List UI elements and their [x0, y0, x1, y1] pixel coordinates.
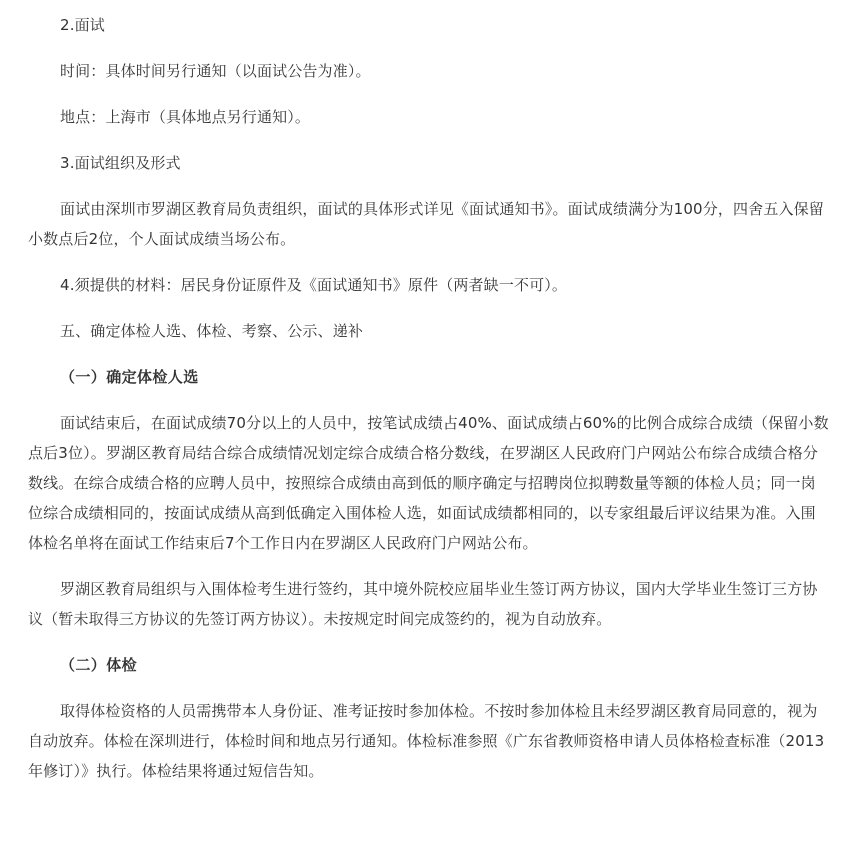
section-five-heading: 五、确定体检人选、体检、考察、公示、递补: [60, 322, 364, 340]
interview-location: 地点：上海市（具体地点另行通知）。: [60, 108, 311, 126]
interview-organization-heading: 3.面试组织及形式: [60, 154, 181, 172]
medical-candidate-text: 面试结束后，在面试成绩70分以上的人员中，按笔试成绩占40%、面试成绩占60%的比例合成综合成绩（保留小数点后3位）。罗湖区教育局结合综合成绩情况划定综合成绩合格分数线，在罗湖区人民政府门户网站公布综合成绩合格分数线。在综合成绩合格的应聘人员中，按照综合成绩由高到低的顺序确定与招聘岗位拟聘数量等额的体检人员；同一岗位综合成绩相同的，按面试成绩从高到低确定入围体检人选，如面试成绩都相同的，以专家组最后评议结果为准。入围体检名单将在面试工作结束后7个工作日内在罗湖区人民政府门户网站公布。: [28, 414, 829, 552]
interview-time: 时间：具体时间另行通知（以面试公告为准）。: [60, 62, 371, 80]
interview-section-heading: 2.面试: [60, 16, 105, 34]
medical-candidate-heading: （一）确定体检人选: [60, 368, 199, 386]
interview-organization-text: 面试由深圳市罗湖区教育局负责组织，面试的具体形式详见《面试通知书》。面试成绩满分为100分，四舍五入保留小数点后2位，个人面试成绩当场公布。: [28, 200, 824, 248]
article-body: [0, 10, 858, 864]
medical-check-text: 取得体检资格的人员需携带本人身份证、准考证按时参加体检。不按时参加体检且未经罗湖区教育局同意的，视为自动放弃。体检在深圳进行，体检时间和地点另行通知。体检标准参照《广东省教师资格申请人员体格检查标准（2013年修订）》执行。体检结果将通过短信告知。: [28, 702, 825, 780]
required-materials: 4.须提供的材料：居民身份证原件及《面试通知书》原件（两者缺一不可）。: [60, 276, 568, 294]
medical-check-heading: （二）体检: [60, 656, 138, 674]
signing-text: 罗湖区教育局组织与入围体检考生进行签约，其中境外院校应届毕业生签订两方协议，国内大学毕业生签订三方协议（暂未取得三方协议的先签订两方协议）。未按规定时间完成签约的，视为自动放弃。: [28, 580, 818, 628]
